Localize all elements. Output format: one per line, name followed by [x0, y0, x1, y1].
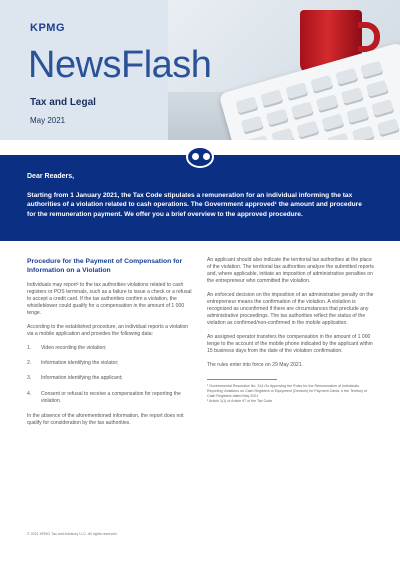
paragraph: The rules enter into force on 29 May 2021. [207, 362, 303, 369]
glasses-icon [186, 146, 214, 168]
paragraph: Individuals may report² to the tax authorities violations related to cash registers or POS terminals, such as a failure to issue a check or a refusal to accept a credit card. If the tax authorities confirm a violation, the whistleblower could qualify for a compensation in the amount of 1 000 tenge. [27, 282, 192, 317]
calculator-key [246, 135, 269, 140]
list-number: 4. [27, 390, 32, 397]
list-item [27, 345, 195, 352]
list-text: Consent or refusal to receive a compensation for reporting the violation. [41, 390, 181, 404]
right-column [207, 257, 375, 404]
paragraph: An assigned operator transfers the compensation in the amount of 1 000 tenge to the account of the mobile phone indicated by the applicant within 15 business days from the date of the violation confirmation. [207, 334, 373, 355]
calculator-key [321, 113, 344, 132]
list-text: Information identifying the violator; [41, 360, 119, 367]
calculator-key [235, 96, 258, 115]
list-item [27, 375, 195, 382]
calculator-key [285, 82, 308, 101]
section-heading: Procedure for the Payment of Compensation for Information on a Violation [27, 258, 183, 275]
intro-text: Starting from 1 January 2021, the Tax Code stipulates a remuneration for an individual informing the tax authorities of a violation related to cash operations. The Government approved¹ the amount and procedure for the remuneration payment. We offer you a brief overview to the approved procedure. [27, 192, 362, 218]
calculator-key [266, 109, 289, 128]
calculator-key [366, 80, 389, 99]
calculator-key [291, 101, 314, 120]
calculator-key [371, 99, 394, 118]
footnote-divider [207, 379, 277, 380]
paragraph: According to the established procedure, an individual reports a violation via a mobile application and provides the following data: [27, 324, 189, 338]
newsletter-title: NewsFlash [28, 44, 212, 86]
issue-date: May 2021 [30, 116, 66, 125]
paragraph: In the absence of the aforementioned information, the report does not qualify for consideration by the tax authorities. [27, 412, 184, 426]
list-text: Information identifying the applicant; [41, 375, 123, 382]
footnote: ¹ Governmental Resolution No. 314 On Approving the Rules for the Remuneration of Individuals Reporting Violations on Cash Registers or Equipment (Devices) for Payment Cards, # the Territory of Cash Registers dated May 2021 [207, 384, 368, 398]
list-item [27, 391, 195, 405]
header-image [0, 0, 400, 140]
calculator-key [310, 75, 333, 94]
required-data-list [27, 345, 195, 404]
glasses-lenses [192, 153, 210, 163]
calculator-key [296, 121, 319, 140]
list-text: Video recording the violation; [41, 345, 107, 352]
copyright-notice: © 2021 KPMG Tax and Advisory LLC. All rights reserved. [27, 532, 118, 536]
calculator-key [316, 94, 339, 113]
calculator-key [346, 106, 369, 125]
calculator-key [327, 133, 350, 140]
lens-right [203, 153, 210, 160]
calculator-key [241, 116, 264, 135]
list-item [27, 360, 195, 367]
list-number: 2. [27, 360, 32, 367]
left-column [27, 257, 195, 434]
newsletter-subtitle: Tax and Legal [30, 97, 96, 108]
calculator-key [360, 61, 383, 80]
paragraph: An applicant should also indicate the territorial tax authorities at the place of the violation. The territorial tax authorities analyze the submitted reports and, where applicable, initiate an imposition of administrative penalties on the entrepreneur who committed the violation. [207, 257, 374, 285]
list-number: 3. [27, 375, 32, 382]
paragraph: An enforced decision on the imposition of an administrative penalty on the entrepreneur means the confirmation of the violation. A violation is recognized as unconfirmed if there are circumstances that preclude any administrative proceedings. The tax authorities reflect the status of the violation as confirmed/non-confirmed in the mobile application. [207, 292, 374, 327]
footnote: ² Article 1(1) of Article 97 of the Tax Code [207, 398, 273, 403]
calculator-key [260, 89, 283, 108]
kpmg-logo: KPMG [30, 22, 65, 34]
calculator-key [377, 118, 400, 137]
calculator-key [271, 128, 294, 140]
calculator-key [335, 68, 358, 87]
lens-left [192, 153, 199, 160]
calculator-key [341, 87, 364, 106]
greeting: Dear Readers, [27, 173, 75, 180]
calculator-key [352, 125, 375, 140]
list-number: 1. [27, 345, 32, 352]
